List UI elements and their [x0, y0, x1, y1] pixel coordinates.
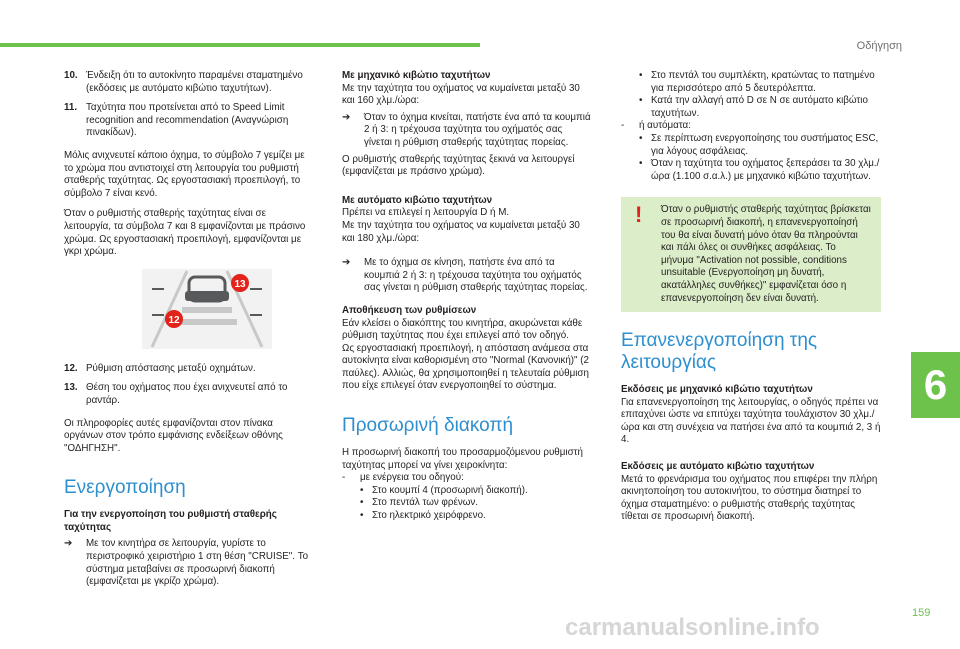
paragraph: Η προσωρινή διακοπή του προσαρμοζόμενου ρυθμιστή ταχύτητας μπορεί να γίνει χειροκίνητα: — [342, 447, 583, 471]
column-1 — [64, 70, 314, 593]
list-item: 10. Ένδειξη ότι το αυτοκίνητο παραμένει σταματημένο (εκδόσεις με αυτόματο κιβώτιο ταχυτήτων). — [64, 70, 303, 94]
list-item: • Κατά την αλλαγή από D σε N σε αυτόματο κιβώτιο ταχυτήτων. — [639, 95, 868, 119]
section-title: Οδήγηση — [856, 40, 902, 52]
list-item: • Στο ηλεκτρικό χειρόφρενο. — [360, 510, 486, 522]
heading-activation: Ενεργοποίηση — [64, 477, 186, 499]
instruction-step: ➔ Όταν το όχημα κινείται, πατήστε ένα από τα κουμπιά 2 ή 3: η τρέχουσα ταχύτητα του οχήματός σας γίνεται η ρύθμιση σταθερής ταχύτητας πορείας. — [342, 111, 591, 148]
list-item: • Όταν η ταχύτητα του οχήματος ξεπεράσει τα 30 χλμ./ώρα (1.100 σ.α.λ.) με μηχανικό κιβώτιο ταχυτήτων. — [639, 158, 880, 182]
callout-12: 12 — [168, 314, 180, 326]
warning-icon: ! — [635, 202, 643, 228]
paragraph: Εάν κλείσει ο διακόπτης του κινητήρα, ακυρώνεται κάθε ρύθμιση ταχύτητας που έχει επιλεγεί από τον οδηγό. — [342, 317, 583, 342]
paragraph: Με την ταχύτητα του οχήματος να κυμαίνεται μεταξύ 30 και 180 χλμ./ώρα: — [342, 219, 580, 244]
warning-box: ! Όταν ο ρυθμιστής σταθερής ταχύτητας βρίσκεται σε προσωρινή διακοπή, η επανενεργοποίησή του θα είναι δυνατή μόνο όταν θα πληρούνται και πάλι όλες οι συνθήκες ασφάλειας. Το μήνυμα "Activation not possible, conditions unsuitable (Ενεργοποίηση μη δυνατή, ακατάλληλες συνθήκες)" εμφανίζεται όσο η επανενεργοποίηση δεν είναι δυνατή. — [621, 197, 881, 312]
watermark: carmanualsonline.info — [565, 614, 820, 641]
column-3 — [621, 70, 881, 532]
paragraph: Για επανενεργοποίηση της λειτουργίας, ο οδηγός πρέπει να επιταχύνει ώστε να επιτύχει ταχύτητα τουλάχιστον 30 χλμ./ώρα και στη συνέχεια να πατήσει ένα από τα κουμπιά 2, 3 ή 4. — [621, 396, 881, 446]
list-item: - με ενέργεια του οδηγού: — [342, 472, 464, 484]
arrow-icon: ➔ — [64, 538, 73, 550]
paragraph: Ο ρυθμιστής σταθερής ταχύτητας ξεκινά να λειτουργεί (εμφανίζεται με πράσινο χρώμα). — [342, 153, 575, 178]
subheading: Εκδόσεις με αυτόματο κιβώτιο ταχυτήτων — [621, 461, 815, 473]
paragraph: Όταν ο ρυθμιστής σταθερής ταχύτητας είναι σε λειτουργία, τα σύμβολα 7 και 8 εμφανίζονται με πράσινο χρώμα. Ως εργοστασιακή προεπιλογή, εμφανίζονται με γκρι χρώμα. — [64, 208, 306, 258]
list-item: • Στο πεντάλ των φρένων. — [360, 497, 478, 509]
list-item: - ή αυτόματα: — [621, 120, 691, 132]
instruction-step: ➔ Με το όχημα σε κίνηση, πατήστε ένα από τα κουμπιά 2 ή 3: η τρέχουσα ταχύτητα του οχήματός σας γίνεται η ρύθμιση σταθερής ταχύτητας πορείας. — [342, 257, 588, 294]
subheading: Αποθήκευση των ρυθμίσεων — [342, 304, 477, 316]
paragraph: Πρέπει να επιλεγεί η λειτουργία D ή M. — [342, 207, 510, 219]
list-item: • Στο κουμπί 4 (προσωρινή διακοπή). — [360, 484, 528, 496]
instruction-step: ➔ Με τον κινητήρα σε λειτουργία, γυρίστε το περιστροφικό χειριστήριο 1 στη θέση "CRUISE". Το σύστημα μεταβαίνει σε προσωρινή διακοπή (εμφανίζεται με γκρίζο χρώμα). — [64, 538, 309, 588]
paragraph: Μόλις ανιχνευτεί κάποιο όχημα, το σύμβολο 7 γεμίζει με το χρώμα που αντιστοιχεί στη λειτουργία του ρυθμιστή σταθερής ταχύτητας. Ως εργοστασιακή προεπιλογή, το σύμβολο 7 είναι κενό. — [64, 149, 305, 199]
heading-reactivation: Επανενεργοποίηση της λειτουργίας — [621, 330, 818, 374]
subheading: Με μηχανικό κιβώτιο ταχυτήτων — [342, 70, 491, 81]
list-item: • Στο πεντάλ του συμπλέκτη, κρατώντας το πατημένο για περισσότερο από 5 δευτερόλεπτα. — [639, 70, 875, 94]
heading-pause: Προσωρινή διακοπή — [342, 415, 514, 437]
page-number: 159 — [912, 607, 931, 619]
header-bar — [0, 43, 480, 47]
column-2 — [342, 70, 592, 523]
list-item: • Σε περίπτωση ενεργοποίησης του συστήματος ESC, για λόγους ασφάλειας. — [639, 132, 879, 157]
arrow-icon: ➔ — [342, 111, 351, 123]
list-item: 13. Θέση του οχήματος που έχει ανιχνευτεί από το ραντάρ. — [64, 382, 288, 406]
paragraph: Οι πληροφορίες αυτές εμφανίζονται στον πίνακα οργάνων στον τρόπο εμφάνισης ενδείξεων οθόνης "ΟΔΗΓΗΣΗ". — [64, 417, 283, 454]
list-item: 11. Ταχύτητα που προτείνεται από το Speed Limit recognition and recommendation (Αναγνώριση πινακίδων). — [64, 102, 289, 139]
subheading: Για την ενεργοποίηση του ρυθμιστή σταθερής ταχύτητας — [64, 509, 277, 533]
callout-13: 13 — [234, 278, 246, 290]
subheading: Με αυτόματο κιβώτιο ταχυτήτων — [342, 194, 493, 206]
paragraph: Ως εργοστασιακή προεπιλογή, η απόσταση ανάμεσα στα αυτοκίνητα είναι καθορισμένη στο "Normal (Κανονική)" (2 παύλες). Αλλιώς, θα χρησιμοποιηθεί η τελευταία ρύθμιση που είχε επιλεγεί όταν ενεργοποιηθεί το σύστημα. — [342, 342, 589, 392]
list-item: 12. Ρύθμιση απόστασης μεταξύ οχημάτων. — [64, 362, 256, 374]
subheading: Εκδόσεις με μηχανικό κιβώτιο ταχυτήτων — [621, 384, 813, 396]
radar-illustration — [142, 269, 272, 349]
chapter-tab: 6 — [911, 352, 960, 418]
paragraph: Με την ταχύτητα του οχήματος να κυμαίνεται μεταξύ 30 και 160 χλμ./ώρα: — [342, 82, 580, 107]
paragraph: Μετά το φρενάρισμα του οχήματος που επιφέρει την πλήρη ακινητοποίηση του αυτοκινήτου, το σύστημα διατηρεί το όχημα σταματημένο: ο ρυθμιστής σταθερής ταχύτητας τίθεται σε προσωρινή διακοπή. — [621, 473, 878, 523]
arrow-icon: ➔ — [342, 257, 351, 269]
